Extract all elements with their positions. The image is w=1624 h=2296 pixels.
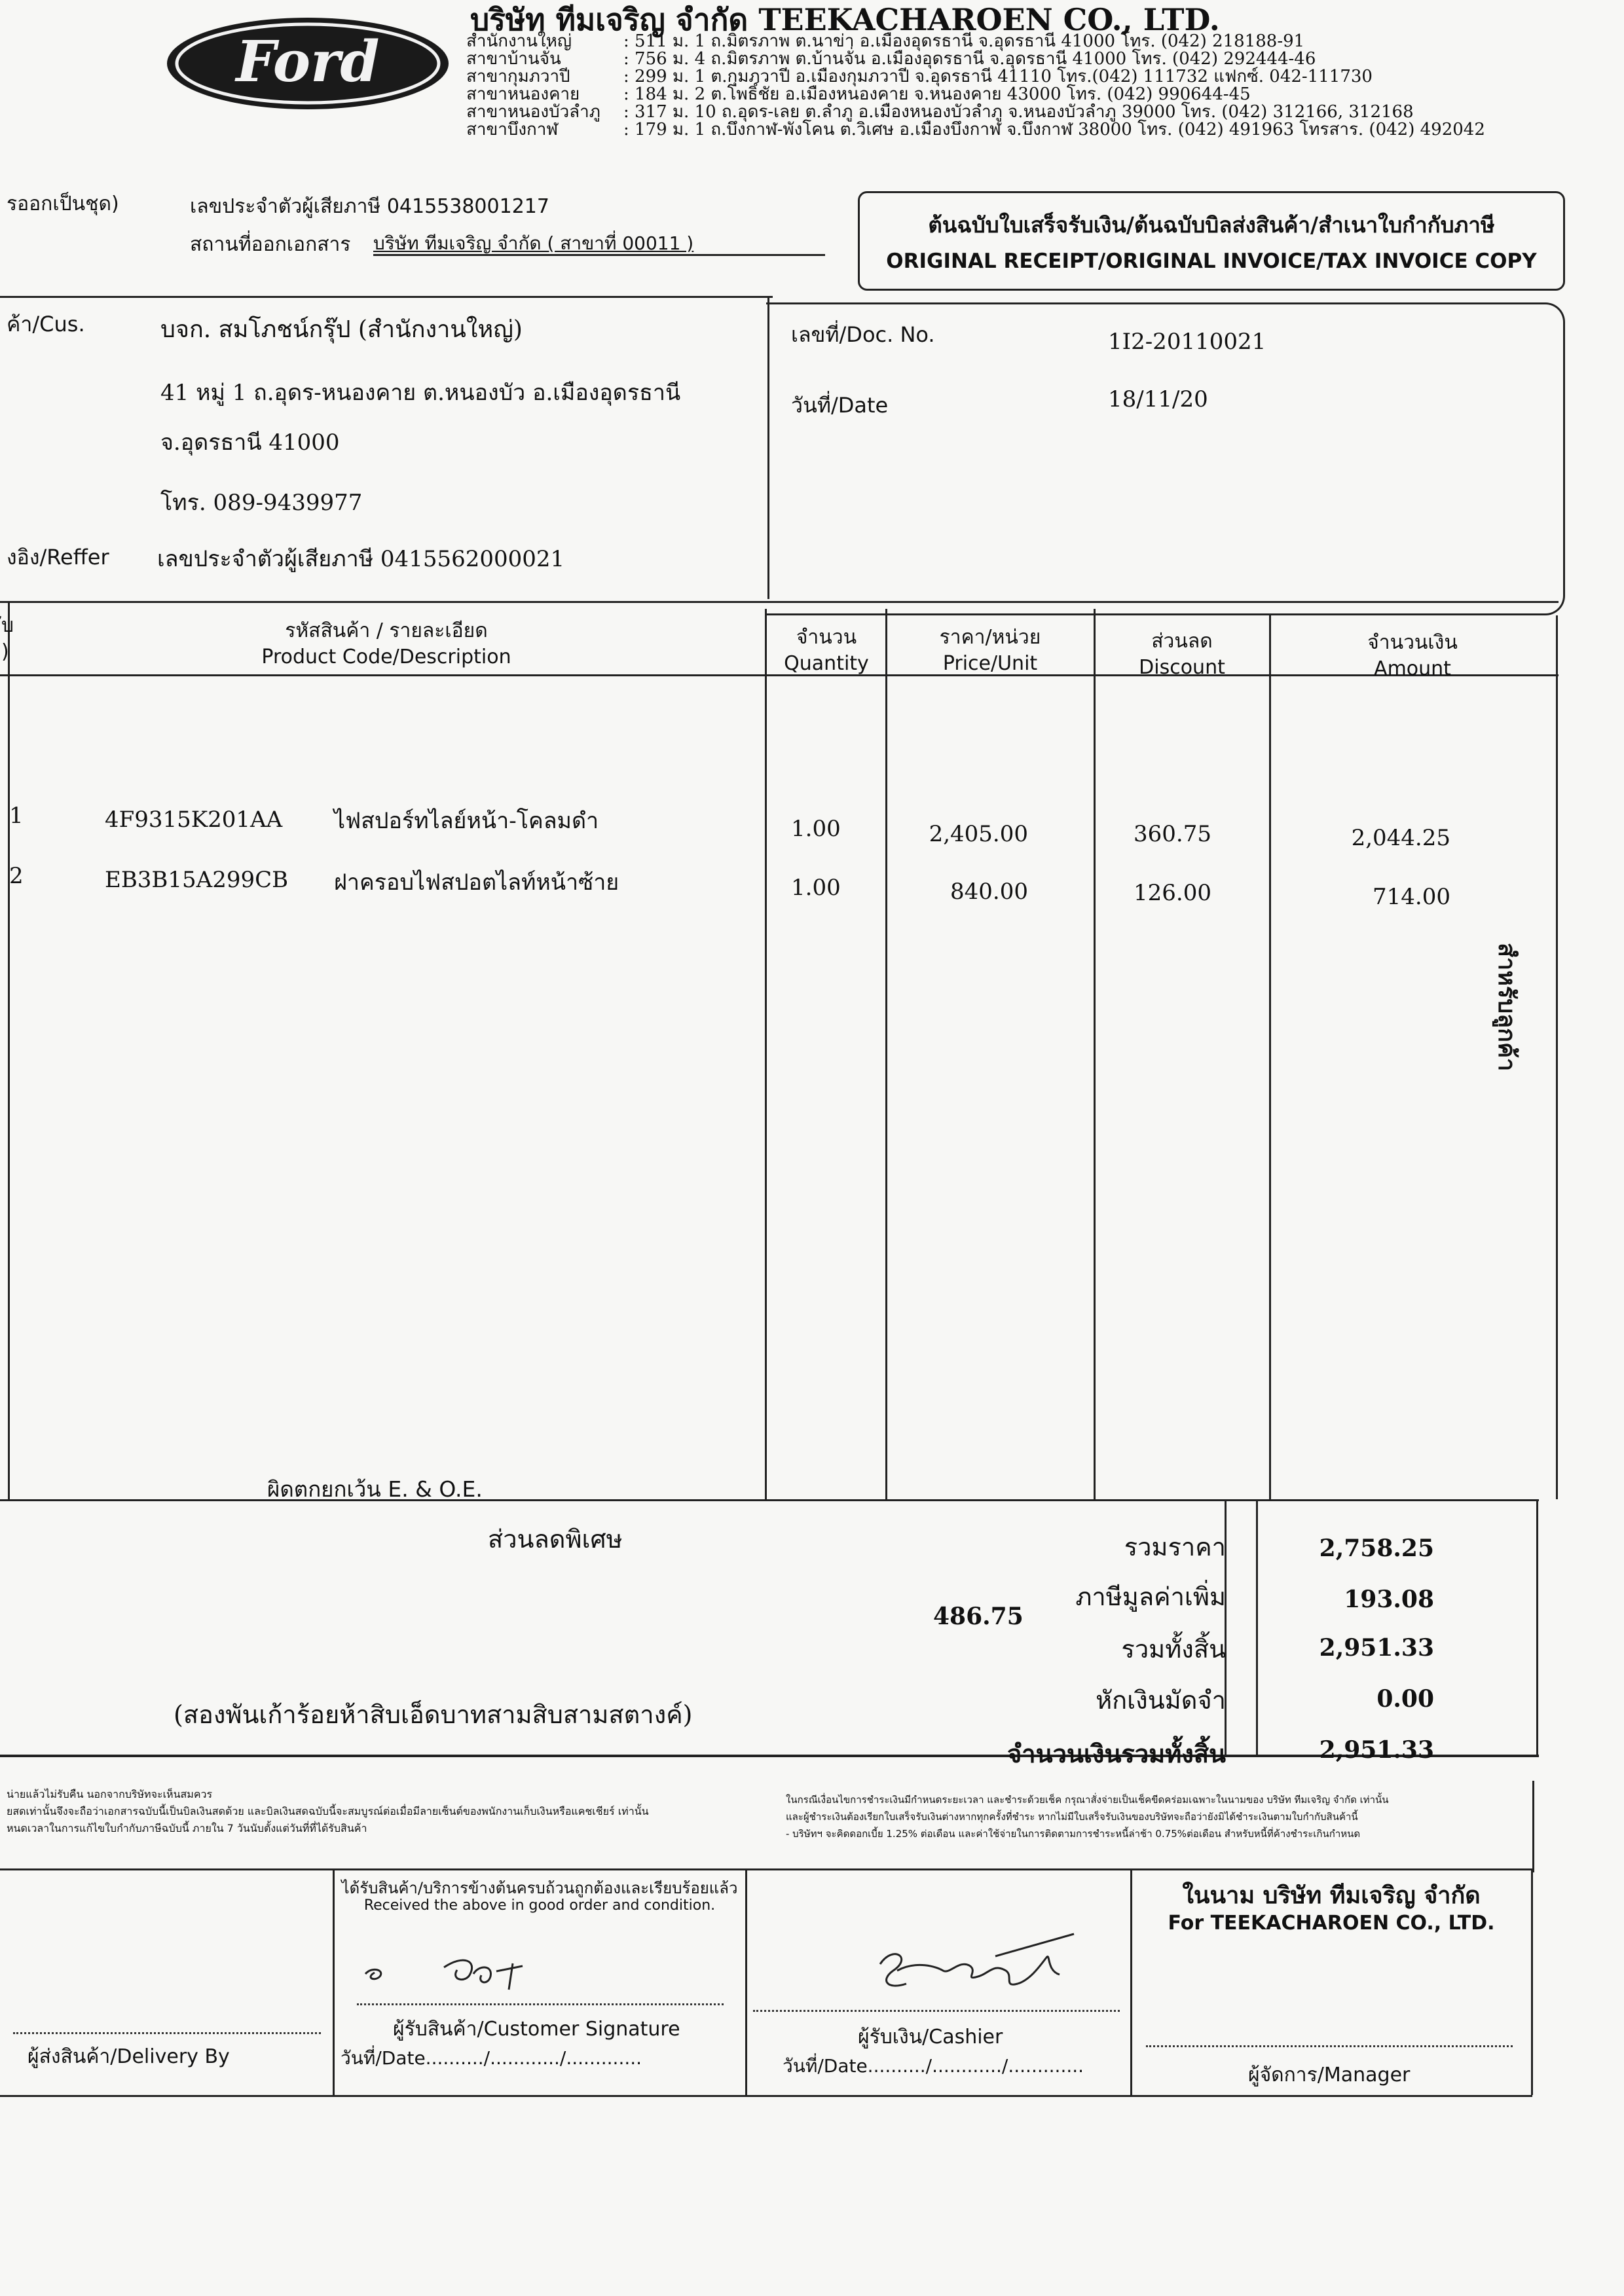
col-header-discount: ส่วนลด Discount xyxy=(1139,630,1225,679)
branch-row: สาขากุมภวาปี : 299 ม. 1 ต.กุมภวาปี อ.เมืองกุมภวาปี จ.อุดรธานี 41110 โทร.(042) 111732 แฟกซ์. 042-111730 xyxy=(466,67,1373,86)
notes-left: น่ายแล้วไม่รับคืน นอกจากบริษัทจะเห็นสมควร ยสดเท่านั้นจึงจะถือว่าเอกสารฉบับนี้เป็นบิลเงินสดด้วย และบิลเงินสดฉบับนี้จะสมบูรณ์ต่อเมื่อมีลายเซ็นต์ของพนักงานเก็บเงินหรือแคชเชียร์ เท่านั้น หนดเวลาในการแก้ไขใบกำกับภาษีฉบับนี้ ภายใน 7 วันนับตั้งแต่วันที่ที่ได้รับสินค้า xyxy=(7,1788,649,1834)
row-qty: 1.00 xyxy=(791,816,841,842)
signature-top-line xyxy=(0,1868,1532,1870)
row-desc: ไฟสปอร์ทไลย์หน้า-โคลมดำ xyxy=(334,808,599,834)
row-no: 2 xyxy=(9,863,24,889)
col-header-desc: รหัสสินค้า / รายละเอียด Product Code/Description xyxy=(261,619,511,668)
notes-right: ในกรณีเงื่อนไขการชำระเงินมีกำหนดระยะเวลา และชำระด้วยเช็ค กรุณาสั่งจ่ายเป็นเช็คขีดคร่อมเฉพาะในนามของ บริษัท ทีมเจริญ จำกัด เท่านั้น และผู้ชำระเงินต้องเรียกใบเสร็จรับเงินต่างหากทุกครั้งที่ชำระ หากไม่มีใบเสร็จรับเงินของบริษัทจะถือว่ายังมิได้ชำระเงินตามใบกำกับสินค้านี้ - บริษัทฯ จะคิดดอกเบี้ย 1.25% ต่อเดือน และค่าใช้จ่ายในการติดตามการชำระหนี้ล่าช้า 0.75%ต่อเดือน สำหรับหนี้ที่ค้างชำระเกินกำหนด xyxy=(786,1794,1389,1840)
signature-bottom-line xyxy=(0,2095,1532,2097)
delivery-by-label: ผู้ส่งสินค้า/Delivery By xyxy=(28,2045,230,2068)
manager-label: ผู้จัดการ/Manager xyxy=(1248,2064,1411,2086)
row-price: 840.00 xyxy=(950,879,1028,905)
customer-signature-mark xyxy=(359,1948,568,2000)
row-desc: ฝาครอบไฟสปอตไลท์หน้าซ้าย xyxy=(334,869,619,896)
customer-name: บจก. สมโภชน์กรุ๊ป (สำนักงานใหญ่) xyxy=(160,316,523,343)
left-fragment: รออกเป็นชุด) xyxy=(7,192,119,215)
sig-col-2 xyxy=(745,1870,747,2095)
doc-type-box xyxy=(858,191,1565,291)
customer-phone: โทร. 089-9439977 xyxy=(160,490,363,516)
col-line-no xyxy=(8,601,10,1499)
sig-col-4 xyxy=(1531,1870,1533,2095)
branch-row: สำนักงานใหญ่ : 511 ม. 1 ถ.มิตรภาพ ต.นาข่า อ.เมืองอุดรธานี จ.อุดรธานี 41000 โทร. (042) 218188-91 xyxy=(466,31,1305,51)
doc-type-thai: ต้นฉบับใบเสร็จรับเงิน/ต้นฉบับบิลส่งสินค้า/สำเนาใบกำกับภาษี xyxy=(928,212,1495,238)
cashier-label: ผู้รับเงิน/Cashier xyxy=(858,2026,1003,2049)
received-th: ได้รับสินค้า/บริการข้างต้นครบถ้วนถูกต้องและเรียบร้อยแล้ว xyxy=(341,1879,738,1897)
col-line-amt xyxy=(1556,615,1558,1499)
deposit-value: 0.00 xyxy=(1376,1685,1434,1713)
side-copy-label: สำหรับลูกค้า xyxy=(1493,943,1520,1072)
ford-logo xyxy=(164,14,452,113)
row-no: 1 xyxy=(9,803,24,829)
cashier-signature-mark xyxy=(871,1931,1094,2003)
deposit-label: หักเงินมัดจำ xyxy=(1096,1686,1226,1715)
notes-box-right xyxy=(1532,1781,1534,1872)
manager-sign-line xyxy=(1146,2045,1513,2047)
sig-col-3 xyxy=(1130,1870,1132,2095)
row-discount: 360.75 xyxy=(1134,821,1211,847)
subtotal-value: 2,758.25 xyxy=(1319,1535,1434,1562)
col-line-price xyxy=(1094,609,1096,1499)
col-header-amount: จำนวนเงิน Amount xyxy=(1367,631,1458,680)
doc-no-value: 1I2-20110021 xyxy=(1108,329,1266,355)
customer-sign-line xyxy=(357,2003,724,2005)
row-amount: 714.00 xyxy=(1373,884,1450,910)
vat-value: 193.08 xyxy=(1344,1586,1434,1613)
table-bottom-line xyxy=(0,1499,1539,1501)
amount-in-words: (สองพันเก้าร้อยห้าสิบเอ็ดบาทสามสิบสามสตางค์) xyxy=(174,1700,693,1729)
total-value: 2,951.33 xyxy=(1319,1634,1434,1662)
special-discount-label: ส่วนลดพิเศษ xyxy=(488,1525,623,1554)
doc-type-english: ORIGINAL RECEIPT/ORIGINAL INVOICE/TAX INVOICE COPY xyxy=(886,249,1537,273)
row-amount: 2,044.25 xyxy=(1351,825,1450,851)
branch-row: สาขาหนองบัวลำภู : 317 ม. 10 ถ.อุดร-เลย ต.ลำภู อ.เมืองหนองบัวลำภู จ.หนองบัวลำภู 39000 โทร. (042) 312166, 312168 xyxy=(466,102,1414,122)
table-row xyxy=(0,859,1559,910)
grand-total-label: จำนวนเงินรวมทั้งสิ้น xyxy=(1007,1739,1226,1768)
customer-signature-label: ผู้รับสินค้า/Customer Signature xyxy=(393,2018,680,2041)
cashier-sign-line xyxy=(753,2010,1120,2012)
logo-wordmark: Ford xyxy=(236,29,380,95)
col-header-price: ราคา/หน่วย Price/Unit xyxy=(939,626,1041,675)
col-line-disc xyxy=(1269,615,1271,1499)
company-tax-id: เลขประจำตัวผู้เสียภาษี 0415538001217 xyxy=(190,195,549,218)
date-value: 18/11/20 xyxy=(1108,386,1208,412)
delivery-sign-line xyxy=(13,2032,321,2034)
issue-place-value: บริษัท ทีมเจริญ จำกัด ( สาขาที่ 00011 ) xyxy=(373,232,694,254)
issue-place-label: สถานที่ออกเอกสาร xyxy=(190,233,351,256)
doc-no-label: เลขที่/Doc. No. xyxy=(791,322,935,347)
customer-address-1: 41 หมู่ 1 ถ.อุดร-หนองคาย ต.หนองบัว อ.เมืองอุดรธานี xyxy=(160,380,681,406)
col-header-qty: จำนวน Quantity xyxy=(784,626,869,675)
for-company-en: For TEEKACHAROEN CO., LTD. xyxy=(1168,1912,1495,1935)
col-line-qty xyxy=(885,609,887,1499)
received-en: Received the above in good order and condition. xyxy=(363,1897,716,1914)
sig-col-1 xyxy=(333,1870,335,2095)
table-row xyxy=(0,803,1559,851)
table-top-line xyxy=(0,601,1559,603)
company-name: บริษัท ทีมเจริญ จำกัด TEEKACHAROEN CO., LTD. xyxy=(470,2,1220,37)
col-header-no: ับ ) xyxy=(1,614,14,663)
customer-label: ค้า/Cus. xyxy=(7,312,85,337)
reffer-label: งอิง/Reffer xyxy=(7,545,109,570)
reffer-value: เลขประจำตัวผู้เสียภาษี 0415562000021 xyxy=(157,546,565,572)
date-label: วันที่/Date xyxy=(791,393,889,418)
customer-top-line xyxy=(0,296,773,298)
eoe-note: ผิดตกยกเว้น E. & O.E. xyxy=(267,1476,483,1502)
row-qty: 1.00 xyxy=(791,875,841,901)
discount-total: 486.75 xyxy=(933,1603,1024,1630)
row-code: 4F9315K201AA xyxy=(105,807,283,833)
vat-label: ภาษีมูลค่าเพิ่ม xyxy=(1075,1582,1226,1611)
customer-date-line: วันที่/Date........../............/............. xyxy=(341,2047,642,2069)
issue-place-underline xyxy=(373,254,825,256)
branch-row: สาขาบึงกาฬ : 179 ม. 1 ถ.บึงกาฬ-พังโคน ต.วิเศษ อ.เมืองบึงกาฬ จ.บึงกาฬ 38000 โทร. (042) 491963 โทรสาร. (042) 492042 xyxy=(466,120,1485,139)
customer-divider xyxy=(767,298,769,599)
totals-amount-col-line xyxy=(1256,1501,1258,1756)
row-price: 2,405.00 xyxy=(929,821,1028,847)
total-label: รวมทั้งสิ้น xyxy=(1121,1635,1226,1664)
branch-row: สาขาบ้านจั่น : 756 ม. 4 ถ.มิตรภาพ ต.บ้านจั่น อ.เมืองอุดรธานี จ.อุดรธานี 41000 โทร. (042) 292444-46 xyxy=(466,49,1316,69)
cashier-date-line: วันที่/Date........../............/............. xyxy=(783,2055,1084,2077)
totals-right-col-line xyxy=(1536,1501,1538,1756)
row-code: EB3B15A299CB xyxy=(105,867,289,893)
grand-total-value: 2,951.33 xyxy=(1319,1736,1434,1764)
for-company-th: ในนาม บริษัท ทีมเจริญ จำกัด xyxy=(1182,1882,1481,1909)
customer-address-2: จ.อุดรธานี 41000 xyxy=(160,429,340,456)
col-line-desc xyxy=(765,609,767,1499)
branch-row: สาขาหนองคาย : 184 ม. 2 ต.โพธิ์ชัย อ.เมืองหนองคาย จ.หนองคาย 43000 โทร. (042) 990644-45 xyxy=(466,84,1251,104)
branch-list xyxy=(466,33,1485,139)
subtotal-label: รวมราคา xyxy=(1124,1533,1226,1561)
row-discount: 126.00 xyxy=(1134,880,1211,906)
